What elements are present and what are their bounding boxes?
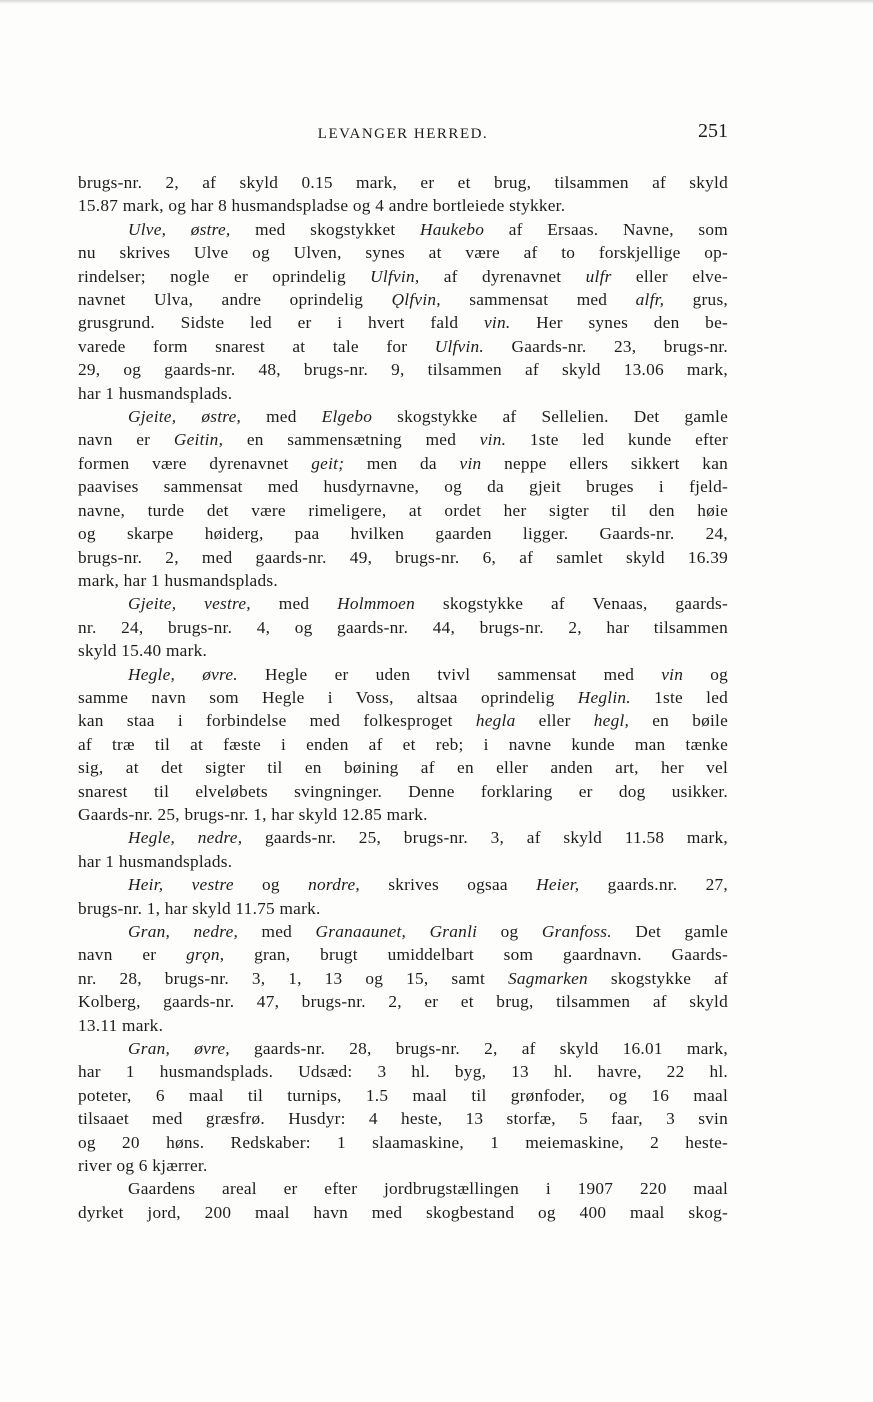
text-line: Ulve, østre, med skogstykket Haukebo af Ersaas. Navne, som [128,219,728,239]
text-line: varede form snarest at tale for Ulfvin. Gaards-nr. 23, brugs-nr. [78,336,728,356]
text-line: Gjeite, vestre, med Holmmoen skogstykke af Venaas, gaards- [128,594,728,614]
text-line: dyrket jord, 200 maal havn med skogbestand og 400 maal skog- [78,1202,728,1222]
text-line: Hegle, nedre, gaards-nr. 25, brugs-nr. 3, af skyld 11.58 mark, [128,828,728,848]
text-line: har 1 husmandsplads. [78,383,233,403]
text-line: navnet Ulva, andre oprindelig Ǫlfvin, sammensat med alfr, grus, [78,290,728,310]
text-line: poteter, 6 maal til turnips, 1.5 maal til grønfoder, og 16 maal [78,1085,728,1105]
text-line: formen være dyrenavnet geit; men da vin neppe ellers sikkert kan [78,453,729,473]
text-line: nu skrives Ulve og Ulven, synes at være af to forskjellige op- [78,243,728,263]
text-line: Gran, øvre, gaards-nr. 28, brugs-nr. 2, af skyld 16.01 mark, [128,1039,728,1059]
text-line: nr. 24, brugs-nr. 4, og gaards-nr. 44, brugs-nr. 2, har tilsammen [78,617,728,637]
text-line: skyld 15.40 mark. [78,641,208,661]
text-line: Gaards-nr. 25, brugs-nr. 1, har skyld 12.85 mark. [78,804,428,824]
text-line: 29, og gaards-nr. 48, brugs-nr. 9, tilsammen af skyld 13.06 mark, [78,360,728,380]
body-text [78,171,728,1224]
page-edge [0,0,873,4]
text-line: af træ til at fæste i enden af et reb; i navne kunde man tænke [78,734,728,754]
text-line: grusgrund. Sidste led er i hvert fald vin. Her synes den be- [78,313,729,333]
text-line: har 1 husmandsplads. [78,851,233,871]
text-line: paavises sammensat med husdyrnavne, og da gjeit bruges i fjeld- [78,477,728,497]
page-header [78,118,728,148]
text-line: Kolberg, gaards-nr. 47, brugs-nr. 2, er et brug, tilsammen af skyld [78,992,728,1012]
text-line: snarest til elveløbets svingninger. Denne forklaring er dog usikker. [78,781,728,801]
text-line: 15.87 mark, og har 8 husmandspladse og 4 andre bortleiede stykker. [78,196,566,216]
text-line: navn er grǫn, gran, brugt umiddelbart som gaardnavn. Gaards- [78,945,728,965]
text-line: river og 6 kjærrer. [78,1156,208,1176]
text-line: brugs-nr. 2, af skyld 0.15 mark, er et brug, tilsammen af skyld [78,173,728,192]
text-line: og 20 høns. Redskaber: 1 slaamaskine, 1 meiemaskine, 2 heste- [78,1132,728,1152]
text-line: Heir, vestre og nordre, skrives ogsaa Heier, gaards.nr. 27, [128,875,728,895]
page-number: 251 [698,120,728,142]
text-line: samme navn som Hegle i Voss, altsaa oprindelig Heglin. 1ste led [78,687,729,707]
text-line: mark, har 1 husmandsplads. [78,570,278,590]
running-head: LEVANGER HERRED. [317,126,489,142]
text-line: Gaardens areal er efter jordbrugstællingen i 1907 220 maal [128,1179,728,1199]
text-line: har 1 husmandsplads. Udsæd: 3 hl. byg, 13 hl. havre, 22 hl. [78,1062,728,1082]
text-line: nr. 28, brugs-nr. 3, 1, 13 og 15, samt Sagmarken skogstykke af [78,968,728,988]
text-line: og skarpe høiderg, paa hvilken gaarden ligger. Gaards-nr. 24, [78,524,728,544]
text-line: tilsaaet med græsfrø. Husdyr: 4 heste, 13 storfæ, 5 faar, 3 svin [78,1109,728,1129]
text-line: sig, at det sigter til en bøining af en eller anden art, her vel [78,758,728,778]
text-line: Hegle, øvre. Hegle er uden tvivl sammensat med vin og [128,664,728,684]
text-line: navne, turde det være rimeligere, at ordet her sigter til den høie [78,500,728,520]
text-line: brugs-nr. 1, har skyld 11.75 mark. [78,898,321,918]
text-line: Gjeite, østre, med Elgebo skogstykke af Sellelien. Det gamle [128,407,728,427]
text-line: kan staa i forbindelse med folkesproget hegla eller hegl, en bøile [78,711,728,731]
text-line: brugs-nr. 2, med gaards-nr. 49, brugs-nr. 6, af samlet skyld 16.39 [78,547,728,567]
text-line: 13.11 mark. [78,1015,164,1035]
text-line: navn er Geitin, en sammensætning med vin. 1ste led kunde efter [78,430,728,450]
text-line: rindelser; nogle er oprindelig Ulfvin, af dyrenavnet ulfr eller elve- [78,266,728,286]
text-line: Gran, nedre, med Granaaunet, Granli og Granfoss. Det gamle [128,922,728,941]
